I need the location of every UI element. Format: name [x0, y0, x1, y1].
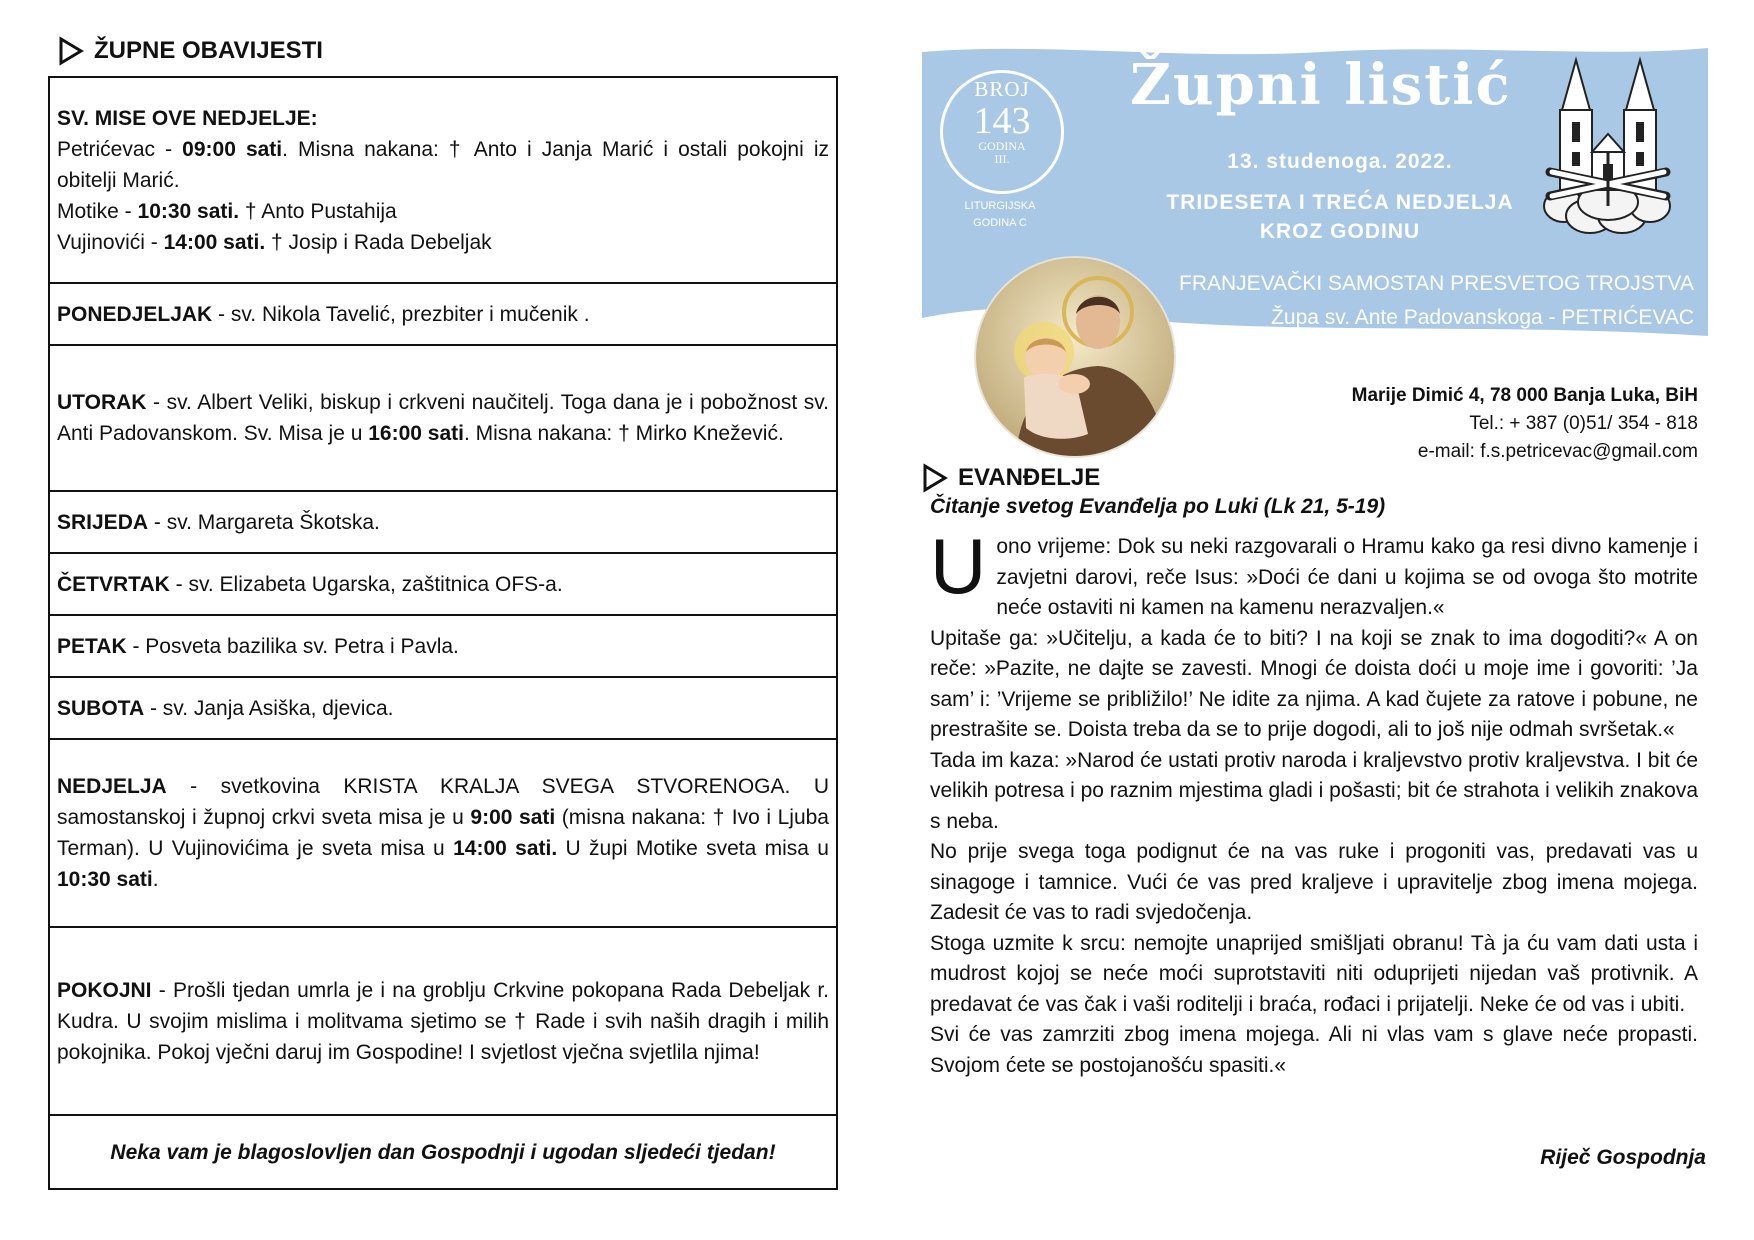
address: Marije Dimić 4, 78 000 Banja Luka, BiH — [1351, 385, 1698, 406]
newsletter-title: Župni listić — [1130, 52, 1512, 118]
play-triangle-icon — [58, 36, 84, 66]
liturgical-year-line1: LITURGIJSKA — [964, 200, 1036, 212]
notice-text: - sv. Elizabeta Ugarska, zaštitnica OFS-a. — [169, 572, 563, 596]
liturgical-year-line2: GODINA C — [973, 217, 1027, 229]
org-parish-motike: Župa sv. Petra i Pavla - MOTIKE — [1390, 340, 1694, 363]
notice-emphasis: 14:00 sati. — [453, 837, 558, 860]
notice-emphasis: 10:30 sati — [57, 868, 153, 891]
notice-text: Vujinovići - — [57, 230, 164, 254]
liturgical-year — [950, 198, 1050, 232]
notice-emphasis: POKOJNI — [57, 978, 152, 1002]
issue-number: 143 — [973, 100, 1031, 142]
liturgical-sunday-line1: TRIDESETA I TREĆA NEDJELJA — [1166, 191, 1514, 214]
liturgical-sunday-line2: KROZ GODINU — [1259, 220, 1421, 243]
gospel-reference: Čitanje svetog Evanđelja po Luki (Lk 21, 5-19) — [930, 495, 1386, 518]
gospel-heading — [922, 463, 1100, 493]
notice-emphasis: SV. MISE OVE NEDJELJE: — [57, 106, 318, 130]
notice-row-wednesday — [50, 492, 836, 554]
notices-heading — [58, 36, 323, 66]
gospel-closing: Riječ Gospodnja — [1540, 1146, 1706, 1169]
year-label: GODINA — [978, 139, 1026, 153]
notice-row-sunday-masses — [50, 78, 836, 284]
church-towers-icon — [1542, 56, 1674, 245]
notice-emphasis: NEDJELJA — [57, 775, 167, 798]
notice-emphasis: ČETVRTAK — [57, 572, 170, 596]
notice-row-deceased — [50, 928, 836, 1116]
issue-date: 13. studenoga. 2022. — [1227, 150, 1453, 173]
notice-line — [57, 134, 829, 196]
notice-line — [57, 569, 829, 600]
notice-text: . — [152, 868, 159, 891]
notice-text: † Josip i Rada Debeljak — [265, 230, 492, 254]
notice-text: . Misna nakana: † Mirko Knežević. — [463, 422, 784, 445]
notice-text: - Prošli tjedan umrla je i na groblju Crkvine pokopana Rada Debeljak r. Kudra. U svojim mislima i molitvama sjetimo se † Rade i svih naših dragih i milih pokojnika. Pokoj vječni daruj im Gospodine! I svjetlost vječna svjetlila njima! — [57, 978, 829, 1064]
notice-row-thursday — [50, 554, 836, 616]
notice-text: Motike - — [57, 199, 138, 223]
notice-row-saturday — [50, 678, 836, 740]
notice-line — [57, 693, 829, 724]
contact-info — [1352, 382, 1698, 466]
notice-text: - sv. Margareta Škotska. — [148, 510, 380, 534]
org-friary: FRANJEVAČKI SAMOSTAN PRESVETOG TROJSTVA — [1179, 272, 1694, 295]
closing-blessing: Neka vam je blagoslovljen dan Gospodnji i ugodan sljedeći tjedan! — [110, 1140, 776, 1164]
gospel-heading-text: EVANĐELJE — [958, 464, 1101, 491]
notice-emphasis: PETAK — [57, 634, 127, 658]
notice-line — [57, 227, 829, 258]
liturgical-sunday — [1150, 188, 1530, 246]
notices-box — [48, 76, 838, 1190]
gospel-paragraph: Svi će vas zamrziti zbog imena mojega. Ali ni vlas vam s glave neće propasti. Svojom ćete se postojanošću spasiti.« — [930, 1023, 1698, 1077]
notice-text: - svetkovina KRISTA KRALJA SVEGA STVORENOGA. U samostanskoj i župnoj crkvi sveta misa je u — [57, 775, 829, 829]
notice-text: - sv. Nikola Tavelić, prezbiter i mučenik . — [212, 302, 590, 326]
gospel-paragraph-text: ono vrijeme: Dok su neki razgovarali o Hramu kako ga resi divno kamenje i zavjetni darovi, reče Isus: »Doći će dani u kojima se od ovoga što motrite neće ostaviti ni kamen na kamenu nerazvaljen.« — [996, 535, 1698, 619]
notice-emphasis: 10:30 sati. — [137, 199, 240, 223]
notice-emphasis: UTORAK — [57, 391, 147, 414]
gospel-paragraph: Upitaše ga: »Učitelju, a kada će to biti? I na koji se znak to ima dogoditi?« A on reče: »Pazite, ne dajte se zavesti. Mnogi će doista doći u moje ime i govoriti: ’Ja sam’ i: ’Vrijeme se približilo!’ Ne idite za njima. A kad čujete za ratove i pobune, ne prestrašite se. Doista treba da se to prije dogodi, ali to još nije odmah svršetak.« — [930, 626, 1698, 741]
gospel-paragraph: No prije svega toga podignut će na vas ruke i progoniti vas, predavati vas u sinagoge i tamnice. Vući će vas pred kraljeve i upravitelje zbog imena mojega. Zadesit će vas to radi svjedočenja. — [930, 840, 1698, 924]
gospel-paragraph: Stoga uzmite k srcu: nemojte unaprijed smišljati obranu! Tà ja ću vam dati usta i mudrost kojoj se neće moći suprotstaviti niti oduprijeti nijedan vaš protivnik. A predavat će vas čak i vaši roditelji i braća, rođaci i prijatelji. Neke će od vas i ubiti. — [930, 931, 1698, 1016]
saint-anthony-portrait — [974, 256, 1176, 458]
notice-line — [57, 507, 829, 538]
notice-row-friday — [50, 616, 836, 678]
notice-row-sunday-next — [50, 740, 836, 928]
notice-text: Petrićevac - — [57, 137, 183, 161]
notice-row-closing — [50, 1116, 836, 1188]
notice-emphasis: 16:00 sati — [368, 422, 464, 445]
notice-text: U župi Motike sveta misa u — [557, 837, 829, 860]
notice-line — [57, 196, 829, 227]
notice-text: (misna nakana: † Ivo i Ljuba Terman). U Vujinovićima je sveta misa u — [57, 806, 829, 860]
notice-text: - sv. Janja Asiška, djevica. — [144, 696, 394, 720]
notice-emphasis: SRIJEDA — [57, 510, 149, 534]
organization-info — [1179, 267, 1694, 369]
notice-emphasis: SUBOTA — [57, 696, 145, 720]
notice-line — [57, 387, 829, 449]
issue-label: BROJ — [974, 77, 1030, 101]
notice-text: † Anto Pustahija — [239, 199, 397, 223]
email[interactable]: e-mail: f.s.petricevac@gmail.com — [1417, 441, 1698, 462]
notices-heading-text: ŽUPNE OBAVIJESTI — [94, 37, 323, 64]
notice-line — [57, 975, 829, 1068]
notice-line — [57, 771, 829, 895]
gospel-paragraph — [930, 522, 1698, 624]
notice-line — [57, 299, 829, 330]
notice-emphasis: PONEDJELJAK — [57, 302, 213, 326]
gospel-paragraph: Tada im kaza: »Narod će ustati protiv naroda i kraljevstvo protiv kraljevstva. I bit će velikih potresa i po raznim mjestima gladi i pošasti; bit će strahota i velikih znakova s neba. — [930, 748, 1699, 833]
notice-emphasis: 9:00 sati — [470, 806, 556, 829]
notice-line — [57, 631, 829, 662]
gospel-text — [930, 522, 1699, 1081]
notice-emphasis: 09:00 sati — [182, 137, 283, 161]
notice-row-tuesday — [50, 346, 836, 492]
notice-emphasis: 14:00 sati. — [163, 230, 266, 254]
notice-line — [57, 103, 829, 134]
notice-text: - sv. Albert Veliki, biskup i crkveni naučitelj. Toga dana je i pobožnost sv. Anti Padovanskom. Sv. Misa je u — [57, 391, 829, 445]
notice-text: . Misna nakana: † Anto i Janja Marić i ostali pokojni iz obitelji Marić. — [57, 137, 829, 192]
year-number: III. — [994, 152, 1010, 166]
drop-cap: U — [930, 522, 987, 610]
play-triangle-icon — [922, 463, 948, 493]
notice-text: - Posveta bazilika sv. Petra i Pavla. — [126, 634, 459, 658]
notice-row-monday — [50, 284, 836, 346]
org-parish-petricevac: Župa sv. Ante Padovanskoga - PETRIĆEVAC — [1271, 306, 1694, 329]
phone: Tel.: + 387 (0)51/ 354 - 818 — [1469, 413, 1698, 434]
issue-badge — [940, 70, 1064, 194]
